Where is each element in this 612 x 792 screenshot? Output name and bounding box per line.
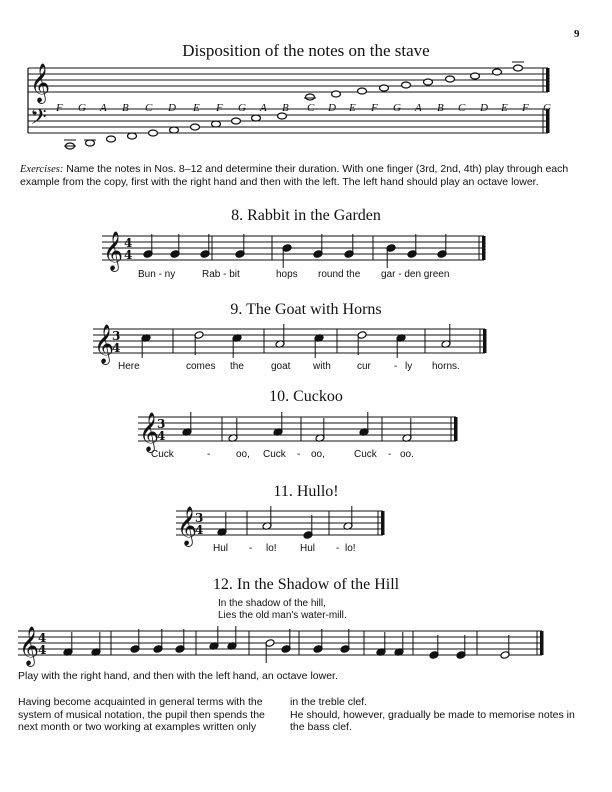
piece-title-10: 10. Cuckoo bbox=[269, 388, 343, 405]
lyric-syllable: Bun - ny bbox=[138, 269, 176, 280]
verse-line-2: Lies the old man's water-mill. bbox=[218, 610, 347, 621]
lyric-syllable: - bbox=[249, 543, 253, 554]
time-signature-top: 4 bbox=[38, 631, 47, 645]
note-letter: B bbox=[437, 102, 444, 114]
time-signature-top: 3 bbox=[157, 417, 166, 431]
exercise-label: Exercises: bbox=[20, 164, 64, 175]
piece-title-8: 8. Rabbit in the Garden bbox=[231, 207, 381, 224]
bass-clef-icon: 𝄢 bbox=[30, 105, 47, 135]
time-signature-bottom: 4 bbox=[157, 429, 166, 443]
lyric-syllable: goat bbox=[271, 361, 291, 372]
lyric-syllable: - bbox=[394, 361, 398, 372]
note-letter: G bbox=[238, 102, 246, 114]
body-text-right bbox=[290, 696, 590, 734]
lyric-syllable: horns. bbox=[432, 361, 460, 372]
lyric-syllable: Here bbox=[118, 361, 140, 372]
treble-clef-icon: 𝄞 bbox=[19, 626, 40, 666]
body-text-right-line-2: He should, however, gradually be made to memorise notes in the bass clef. bbox=[290, 708, 575, 733]
page-number: 9 bbox=[574, 28, 580, 40]
verse-line-1: In the shadow of the hill, bbox=[218, 598, 326, 609]
note-letter: B bbox=[122, 102, 129, 114]
note-letter: C bbox=[458, 102, 466, 114]
lyric-syllable: Cuck bbox=[263, 449, 286, 460]
lyric-syllable: gar - den green bbox=[381, 269, 450, 280]
time-signature-bottom: 4 bbox=[38, 643, 47, 657]
note-letter: C bbox=[307, 102, 315, 114]
lyric-syllable: Hul bbox=[300, 543, 316, 554]
lyric-syllable: comes bbox=[186, 361, 216, 372]
exercise-text: Name the notes in Nos. 8–12 and determine their duration. With one finger (3rd, 2nd, 4th) play through each example from the copy, first with the right hand and then with the left. The left hand should play an octave lower. bbox=[20, 163, 569, 188]
time-signature-bottom: 4 bbox=[195, 523, 204, 537]
body-text-right-line-1: in the treble clef. bbox=[290, 696, 368, 708]
note-letter: D bbox=[328, 102, 336, 114]
note-letter: F bbox=[216, 102, 223, 114]
treble-clef-icon: 𝄞 bbox=[94, 324, 115, 364]
lyric-syllable: cur bbox=[357, 361, 371, 372]
treble-clef-icon: 𝄞 bbox=[139, 412, 160, 452]
treble-clef-icon: 𝄞 bbox=[30, 63, 51, 103]
piece-title-12: 12. In the Shadow of the Hill bbox=[212, 576, 400, 593]
lyric-syllable: with bbox=[313, 361, 331, 372]
time-signature-top: 3 bbox=[195, 511, 204, 525]
lyric-syllable: hops bbox=[276, 269, 298, 280]
time-signature-bottom: 4 bbox=[112, 341, 121, 355]
lyric-syllable: oo. bbox=[400, 449, 414, 460]
note-letter: E bbox=[501, 102, 508, 114]
time-signature-top: 4 bbox=[124, 236, 133, 250]
note-letter: G bbox=[543, 102, 551, 114]
time-signature-bottom: 4 bbox=[124, 248, 133, 262]
piece-title-9: 9. The Goat with Horns bbox=[230, 301, 382, 318]
note-letter: F bbox=[371, 102, 378, 114]
note-letter: E bbox=[193, 102, 200, 114]
note-letter: B bbox=[282, 102, 289, 114]
time-signature-top: 3 bbox=[112, 329, 121, 343]
lyric-syllable: - bbox=[207, 449, 211, 460]
lyric-syllable: - bbox=[336, 543, 340, 554]
final-barline-thick bbox=[540, 631, 544, 655]
note-letter: F bbox=[522, 102, 529, 114]
lyric-syllable: Hul bbox=[213, 543, 229, 554]
lyric-syllable: - bbox=[297, 449, 301, 460]
lyric-syllable: ly bbox=[405, 361, 413, 372]
lyric-syllable: lo! bbox=[345, 543, 356, 554]
lyric-syllable: the bbox=[230, 361, 244, 372]
note-letter: C bbox=[145, 102, 153, 114]
treble-clef-icon: 𝄞 bbox=[103, 231, 124, 271]
note-letter: G bbox=[393, 102, 401, 114]
note-letter: A bbox=[415, 102, 422, 114]
note-letter: A bbox=[100, 102, 107, 114]
note-letter: D bbox=[480, 102, 488, 114]
lyric-syllable: round the bbox=[318, 269, 361, 280]
lyric-syllable: Rab - bit bbox=[202, 269, 240, 280]
treble-clef-icon: 𝄞 bbox=[177, 506, 198, 546]
lyric-syllable: lo! bbox=[266, 543, 277, 554]
lyric-syllable: - bbox=[388, 449, 392, 460]
page-title: Disposition of the notes on the stave bbox=[182, 41, 430, 60]
play-instruction: Play with the right hand, and then with the left hand, an octave lower. bbox=[18, 670, 338, 682]
body-text-left: Having become acquainted in general terms with the system of musical notation, the pupil then spends the next month or two working at examples written only bbox=[18, 696, 265, 733]
lyric-syllable: oo, bbox=[311, 449, 325, 460]
piece-title-11: 11. Hullo! bbox=[273, 483, 339, 500]
lyric-syllable: Cuck bbox=[354, 449, 377, 460]
note-letter: F bbox=[56, 102, 63, 114]
lyric-syllable: Cuck bbox=[151, 449, 174, 460]
note-letter: A bbox=[260, 102, 267, 114]
note-letter: D bbox=[168, 102, 176, 114]
note-letter: G bbox=[78, 102, 86, 114]
lyric-syllable: oo, bbox=[236, 449, 250, 460]
note-letter: E bbox=[349, 102, 356, 114]
